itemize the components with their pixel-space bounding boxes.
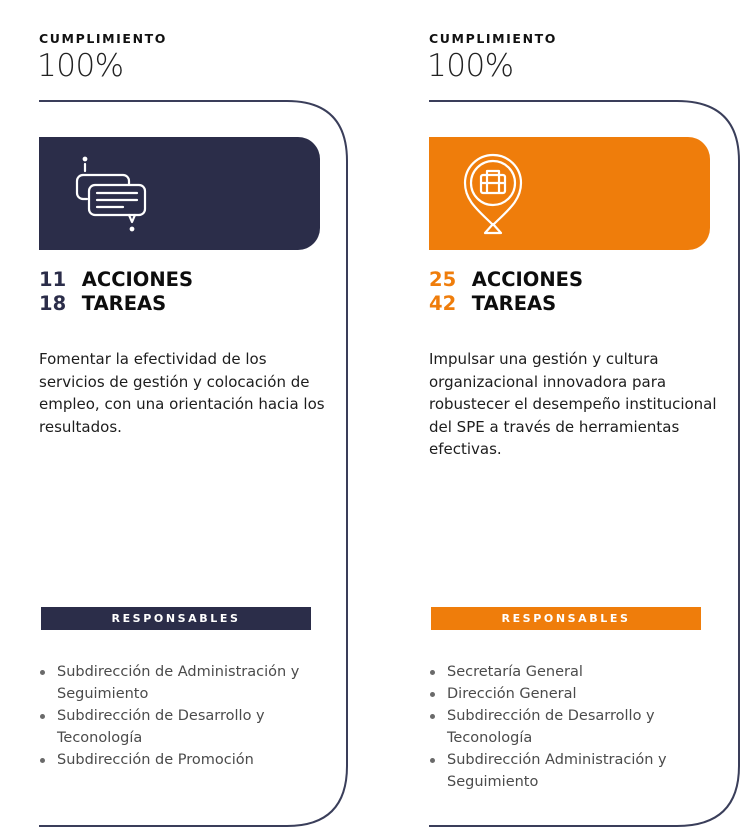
cumplimiento-label: CUMPLIMIENTO xyxy=(39,31,167,46)
cumplimiento-label: CUMPLIMIENTO xyxy=(429,31,557,46)
list-item: Subdirección de Administración y Seguimiento xyxy=(37,661,347,705)
list-item: Secretaría General xyxy=(427,661,727,683)
list-item: Subdirección Administración y Seguimiento xyxy=(427,749,727,793)
acciones-label: ACCIONES xyxy=(471,268,584,291)
acciones-count: 11 xyxy=(39,268,67,291)
briefcase-location-pin-icon xyxy=(453,143,533,243)
tareas-label: TAREAS xyxy=(81,292,167,315)
objective-card-right xyxy=(427,0,747,834)
responsables-list xyxy=(427,661,727,793)
tareas-label: TAREAS xyxy=(471,292,557,315)
cumplimiento-value: 100% xyxy=(427,48,514,84)
acciones-count: 25 xyxy=(429,268,457,291)
objective-description: Fomentar la efectividad de los servicios de gestión y colocación de empleo, con una orientación hacia los resultados. xyxy=(39,350,325,436)
objective-description: Impulsar una gestión y cultura organizacional innovadora para robustecer el desempeño institucional del SPE a través de herramientas efectivas. xyxy=(429,350,717,458)
responsables-header: RESPONSABLES xyxy=(41,607,311,630)
objective-banner xyxy=(429,137,710,250)
objective-banner xyxy=(39,137,320,250)
counts-block xyxy=(39,268,193,316)
counts-block xyxy=(429,268,583,316)
list-item: Dirección General xyxy=(427,683,727,705)
objective-card-left xyxy=(37,0,377,834)
tareas-count: 42 xyxy=(429,292,457,315)
chat-bubbles-icon xyxy=(61,145,161,245)
acciones-label: ACCIONES xyxy=(81,268,194,291)
list-item: Subdirección de Promoción xyxy=(37,749,347,771)
cumplimiento-value: 100% xyxy=(37,48,124,84)
list-item: Subdirección de Desarrollo y Teconología xyxy=(427,705,727,749)
tareas-count: 18 xyxy=(39,292,67,315)
responsables-header: RESPONSABLES xyxy=(431,607,701,630)
responsables-list xyxy=(37,661,347,771)
list-item: Subdirección de Desarrollo y Teconología xyxy=(37,705,347,749)
